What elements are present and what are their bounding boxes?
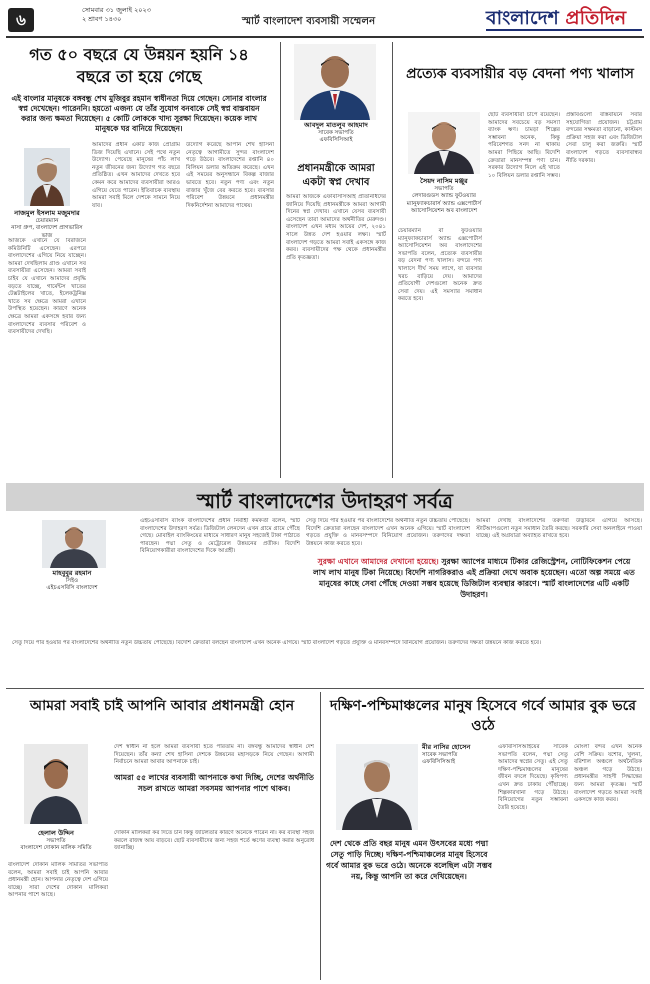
center-body: আমরা আজকে এফবিসিসিআই প্রতিনিধিদের জানিয়ে দিয়েছি প্রধানমন্ত্রীকে আমরা আগামী দিনের স্বপ্ন দেখাব। এখানে যেসব ব্যবসায়ী এসেছেন তারা আমাদের অর্থনীতির মেরুদণ্ড। বাংলাদেশ এখন মধ্যম আয়ের দেশ, ২০৪১ সালে উন্নত দেশ হওয়ার লক্ষ্য। স্মার্ট বাংলাদেশ গড়তে আমরা সবাই একসঙ্গে কাজ করব। ব্যবসায়ীদের পক্ষ থেকে প্রধানমন্ত্রীর প্রতি কৃতজ্ঞতা। [286,194,386,261]
article5-person-photo [336,744,418,830]
section-divider [6,688,644,689]
article3-person-title: সিইও [65,577,79,584]
article2-body-col2: ছোট ব্যবসায়ীরা চাপে রয়েছেন। আমাদের সবচেয়ে বড় সমস্যা ব্যাংক ঋণ। চামড়া শিল্পের সম্ভাবনা অনেক, কিন্তু পরিবেশগত সনদ না থাকায় আমরা পিছিয়ে আছি। বিদেশি ক্রেতারা মানসম্পন্ন পণ্য চান। সরকার উদ্যোগ নিলে এই খাতে ১০ বিলিয়ন ডলার রপ্তানি সম্ভব। [488,112,560,179]
center-person-title: সাবেক সভাপতি [318,129,354,136]
masthead-rule [486,29,642,31]
article4-caption [8,830,104,853]
article1-caption [8,210,86,240]
article1-person-org: নাসা গ্রুপ, বাংলাদেশ প্রাগভারিস ভাজ [11,225,83,239]
article1-person-title: চেয়ারম্যান [35,217,59,224]
column-divider [320,692,321,980]
center-caption [284,122,388,145]
article2-person-org: লেদারগুডস অ্যান্ড ফুটওয়্যার ম্যানুফ্যাকচারার্স অ্যান্ড এক্সপোর্টার্স অ্যাসোসিয়েশন অব বাংলাদেশ [406,193,482,215]
article1-body-col1: আজকে এখানে যে বিরাজনে কমিউনিটি এসেছেন। এরপরে বাংলাদেশের এগিয়ে নিয়ে যাচ্ছেন। আমরা দেখছিলাম গ্রাণ্ড এখানে সব ব্যবসায়ীরা এসেছেন। আমরা সবাই চাইব যে এখানে আমাদের প্রবৃদ্ধি বড়তে যাচ্ছে, গার্মেন্টস খাতের টেক্সটাইলের খাতে, ইলেকট্রনিক্স খাতে সব ক্ষেত্রে আমরা এখানে উপস্থিত হয়েছেন। কারণে অনেক ক্ষেত্রে আমরা একসঙ্গে হবার জন্য বাংলাদেশের ব্যবসার পরিবেশ ও ব্যবসায়ীদের দেখছি। [8,238,86,336]
article5-person-org: এফবিসিসিআই [422,759,456,766]
article3-person-name: মাহবুবুর রহমান [52,569,92,577]
article5-body-col1: এফবিসিসিআইয়ের সাবেক সভাপতি বলেন, পদ্মা সেতু আমাদের স্বপ্নের সেতু। এই সেতু দক্ষিণ-পশ্চিমাঞ্চলের মানুষের জীবন বদলে দিয়েছে। কৃষিপণ্য এখন দ্রুত ঢাকায় পৌঁছাচ্ছে। শিল্পকারখানা গড়ে উঠছে। বিনিয়োগের নতুন সম্ভাবনা তৈরি হয়েছে। [498,744,568,811]
portrait-graphic [336,744,418,830]
article1-body-col3: উদ্যোগ করেছে আপনি শেখ হাসিনা নেতৃত্বে আগামীতে সুন্দর বাংলাদেশ গড়ে উঠবে। বাংলাদেশের রপ্তানি ৪০ বিলিয়ন ডলার অতিক্রম করেছে। এখন এই সময়ের অনুসন্ধানে বিকল্প বাজার ভাবতে হবে। নতুন পণ্য এবং নতুন বাজার খুঁজে বের করতে হবে। ব্যবসার পরিবেশ উন্নয়নে প্রধানমন্ত্রীর দিকনির্দেশনা আমাদের পাথেয়। [186,142,274,209]
article3-body-col2: সেতু দিয়ে পার হওয়ার পর বাংলাদেশের অর্থনীতি নতুন উচ্চতায় পৌঁছেছে। বিদেশি ক্রেতারা বলছেন বাংলাদেশ এখন অনেক এগিয়ে। স্মার্ট বাংলাদেশ গড়তে প্রযুক্তি ও মানবসম্পদে বিনিয়োগ প্রয়োজন। তরুণদের দক্ষতা উন্নয়নে কাজ করতে হবে। [306,518,470,547]
date-block [82,6,151,24]
banner-title[interactable]: স্মার্ট বাংলাদেশের উদাহরণ সর্বত্র [197,489,453,513]
portrait-graphic [294,44,376,120]
article1-person-name: নাজমুল ইসলাম মজুমদার [14,209,80,217]
article5-headline[interactable]: দক্ষিণ-পশ্চিমাঞ্চলের মানুষ হিসেবে গর্বে আমার বুক ভরে ওঠে [329,698,637,734]
article5-person-title: সাবেক সভাপতি [422,751,458,758]
article4-person-org: বাংলাদেশ দোকান মালিক সমিতি [20,845,92,852]
article3-person-photo [42,520,106,568]
article4-person-name: হেলাল উদ্দিন [37,829,74,837]
article3-highlight-text: সুরক্ষা অ্যাপের মাধ্যমে টিকার রেজিস্ট্রেশন, নোটিফিকেশন পেয়ে লাখ লাখ মানুষ টিকা নিয়েছে। বিদেশি নাগরিকরাও এই প্রক্রিয়া দেখে অবাক হয়েছেন। এতো অল্প সময়ে এত মানুষের কাছে সেবা পৌঁছে দেওয়া সম্ভব হয়েছে ডিজিটাল ব্যবস্থার কারণে। স্মার্ট বাংলাদেশের এটি একটি উদাহরণ। [313,557,635,599]
article3-highlight-red: সুরক্ষা এখানে আমাদের দেখানো হয়েছে। [317,557,439,566]
article4-headline[interactable]: আমরা সবাই চাই আপনি আবার প্রধানমন্ত্রী হোন [29,698,295,714]
article1-headline[interactable]: গত ৫০ বছরে যে উন্নয়ন হয়নি ১৪ বছরে তা হয়ে গেছে [29,45,249,86]
article5-caption [422,744,488,767]
masthead-logo[interactable] [486,4,626,36]
center-person-org: এফবিসিসিআই [319,137,353,144]
center-person-name: আবদুল মাতলুব আহমাদ [304,121,368,129]
article3-highlight [312,556,636,634]
article4-person-title: সভাপতি [46,837,66,844]
center-headline[interactable]: প্রধানমন্ত্রীকে আমরা একটা স্বপ্ন দেখাব [297,163,375,188]
article2-person-name: সৈয়দ নাসিম মঞ্জুর [420,177,468,185]
article4-body-col3: দোকান মালিকরা কর দিতে চান কিন্তু জটিলতার কারণে অনেকে পারেন না। কর ব্যবস্থা সহজ করলে রাজস্ব আয় বাড়বে। ছোট ব্যবসায়ীদের জন্য সহজ শর্তে ঋণের ব্যবস্থা করার অনুরোধ জানাচ্ছি। [114,830,314,852]
column-divider [392,42,393,478]
date-line-2: ২ শ্রাবণ ১৪৩০ [82,15,122,23]
article5-person-name: মীর নাসির হোসেন [422,743,471,751]
page-number: ৬ [8,8,34,32]
portrait-graphic [408,112,480,174]
article3-body-continued: সেতু দিয়ে পার হওয়ার পর বাংলাদেশের অর্থনীতি নতুন উচ্চতায় পৌঁছেছে। বিদেশি ক্রেতারা বলছেন বাংলাদেশ এখন অনেক এগিয়ে। স্মার্ট বাংলাদেশ গড়তে প্রযুক্তি ও মানবসম্পদে বিনিয়োগ প্রয়োজন। তরুণদের দক্ষতা উন্নয়নে কাজ করতে হবে। [12,640,542,646]
article2-caption [398,178,490,216]
article2-body-col3: প্রস্তাবগুলো বাস্তবায়নে সবার সহযোগিতা প্রয়োজন। চট্টগ্রাম বন্দরের সক্ষমতা বাড়ানো, কাস্টমস প্রক্রিয়া সহজ করা এবং ডিজিটাল সেবা চালু করা জরুরি। স্মার্ট বাংলাদেশ গড়তে ব্যবসাবান্ধব নীতি দরকার। [566,112,642,164]
article4-highlight: আমরা ৫৫ লাখের ব্যবসায়ী আপনাকে কথা দিচ্ছি, দেশের অর্থনীতি সচল রাখতে আমরা সবসময় আপনার পাশে থাকব। [114,773,314,793]
masthead-black: বাংলাদেশ [486,7,566,29]
page-header [6,4,644,38]
article3-caption [12,570,132,593]
supplement-title: স্মার্ট বাংলাদেশ ব্যবসায়ী সম্মেলন [242,16,376,27]
article4-body-col2: দেশ স্বাধীন না হলে আমরা ব্যবসায়ী হতে পারতাম না। বঙ্গবন্ধু আমাদের স্বাধীন দেশ দিয়েছেন। তাঁর কন্যা শেখ হাসিনা দেশকে উন্নয়নের মহাসড়কে নিয়ে গেছেন। আগামী নির্বাচনে আমরা আবার আপনাকে চাই। [114,744,314,766]
article3-body-col3: আমরা দেখছি বাংলাদেশের তরুণরা উদ্ভাবনে এগিয়ে আসছে। স্টার্টআপগুলো নতুন সমাধান তৈরি করছে। সরকারি সেবা অনলাইনে পাওয়া যাচ্ছে। এই অগ্রযাত্রা অব্যাহত রাখতে হবে। [476,518,642,540]
article3-person-org: এইচএসবিসি বাংলাদেশ [46,585,98,592]
article3-body-col1: এইচএসবিসি ব্যাংক বাংলাদেশের প্রধান নির্বাহী কর্মকর্তা বলেন, স্মার্ট বাংলাদেশের উদাহরণ সর্বত্র। ডিজিটাল লেনদেন এখন গ্রামে গ্রামে পৌঁছে গেছে। মোবাইল ব্যাংকিংয়ের মাধ্যমে সাধারণ মানুষ সহজেই টাকা পাঠাতে পারছেন। পদ্মা সেতু ও মেট্রোরেল উন্নয়নের প্রতীক। বিদেশি বিনিয়োগকারীরা বাংলাদেশের দিকে আগ্রহী। [140,518,300,555]
masthead-red: প্রতিদিন [565,7,627,29]
article4-body-col1: বাংলাদেশ দোকান মালিক সমিতির সভাপতি বলেন, আমরা সবাই চাই আপনি আবার প্রধানমন্ত্রী হোন। আপনার নেতৃত্বে দেশ এগিয়ে যাচ্ছে। সারা দেশের দোকান মালিকরা আপনার পাশে আছে। [8,862,108,899]
article2-headline[interactable]: প্রত্যেক ব্যবসায়ীর বড় বেদনা পণ্য খালাস [406,66,634,82]
portrait-graphic [24,148,70,206]
column-divider [280,42,281,478]
article1-lead: এই বাংলার মানুষকে বঙ্গবন্ধু শেখ মুজিবুর রহমান স্বাধীনতা দিয়ে গেছেন। সোনার বাংলার স্বপ্ন দেখেছেন। পারেননি। হয়তো এজন্য যে তাঁর সুযোগ বনবাকে সেই স্বপ্ন বাস্তবায়ন করার জন্য ক্ষমতা দিয়েছেন। ৫ কোটি লোককে খাদ্য সুরক্ষা দিয়েছেন। কয়েক লাখ মানুষকে ঘর বানিয়ে দিয়েছেন। [11,94,267,133]
article1-body-col2: আমাদের প্রধান একটি কাজ প্রোগ্রাম ডিজ দিয়েছি এখানে। সেই পথে নতুন উদ্যোগ। পেয়েছে মানুষের পাঁচ লাখ নতুন জীবনের জন্য উদ্যোগ গত বছরে প্রতিষ্ঠিত। এখন আমাদের দেখতে হবে কেমন করে আমাদের ব্যবসায়ীরা আরও এগিয়ে যেতে পারেন। ইতিবাচক ব্যবস্থায় আমরা সবাই মিলে দেশকে সামনে নিয়ে যাব। [92,142,180,209]
section-banner [6,483,644,511]
article2-person-photo [408,112,480,174]
date-line-1: সোমবার ৩১ জুলাই ২০২৩ [82,6,151,14]
article5-body-col2: মোংলা বন্দর এখন অনেক বেশি সক্রিয়। যশোর, খুলনা, বরিশাল অঞ্চলে অর্থনৈতিক অঞ্চল গড়ে উঠছে। প্রধানমন্ত্রীর সাহসী সিদ্ধান্তের জন্য আমরা কৃতজ্ঞ। স্মার্ট বাংলাদেশ গড়তে আমরা সবাই একসঙ্গে কাজ করব। [574,744,642,804]
portrait-graphic [24,744,88,824]
article1-person-photo [24,148,70,206]
article5-highlight: দেশ থেকে প্রতি বছর মানুষ এমন উৎসবের মধ্যে পদ্মা সেতু পাড়ি দিচ্ছে। দক্ষিণ-পশ্চিমাঞ্চলের মানুষ হিসেবে গর্বে আমার বুক ভরে ওঠে। অনেকে বলেছিল এটা সম্ভব নয়, কিন্তু আপনি তা করে দেখিয়েছেন। [326,839,492,881]
article4-person-photo [24,744,88,824]
center-person-photo [294,44,376,120]
article2-body-col1: চেয়ারম্যান বা ফুটওয়্যার ম্যানুফ্যাকচারার্স অ্যান্ড এক্সপোর্টার্স অ্যাসোসিয়েশন অব বাংলাদেশের সভাপতি বলেন, প্রত্যেক ব্যবসায়ীর বড় বেদনা পণ্য খালাস। বন্দরে পণ্য খালাসে দীর্ঘ সময় লাগে, যা ব্যবসার খরচ বাড়িয়ে দেয়। আমাদের প্রতিযোগী দেশগুলো অনেক দ্রুত সেবা দেয়। এই সমস্যার সমাধান করতে হবে। [398,228,482,303]
article2-person-title: সভাপতি [434,185,454,192]
portrait-graphic [42,520,106,568]
